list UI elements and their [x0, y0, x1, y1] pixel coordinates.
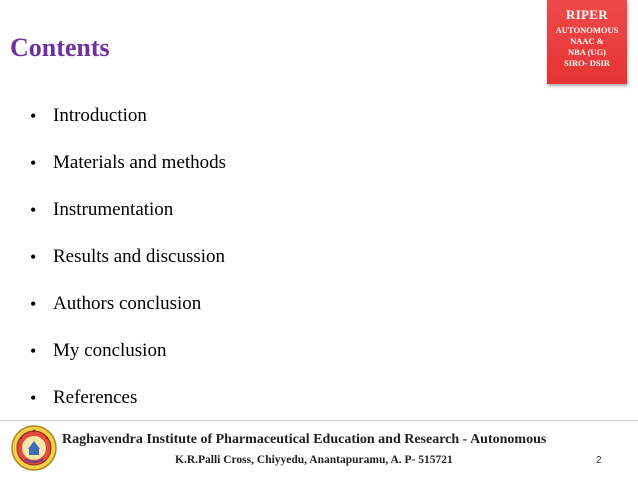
institute-seal-icon — [11, 425, 57, 471]
list-item-label: Materials and methods — [53, 152, 227, 173]
footer-divider — [0, 420, 638, 421]
bullet-icon: • — [30, 153, 37, 173]
list-item-label: My conclusion — [53, 340, 167, 361]
list-item-label: Introduction — [53, 105, 147, 126]
list-item-label: Authors conclusion — [53, 293, 202, 314]
slide-title: Contents — [10, 33, 110, 62]
badge-line: NBA (UG) — [567, 47, 606, 57]
bullet-icon: • — [30, 106, 37, 126]
list-item-label: Results and discussion — [53, 246, 226, 267]
badge-line: SIRO- DSIR — [563, 58, 611, 68]
page-number: 2 — [596, 455, 602, 466]
bullet-icon: • — [30, 341, 37, 361]
badge-lines — [547, 25, 627, 69]
badge-line: AUTONOMOUS — [555, 25, 619, 35]
bullet-icon: • — [30, 294, 37, 314]
list-item-label: References — [53, 387, 138, 408]
bullet-icon: • — [30, 200, 37, 220]
bullet-icon: • — [30, 247, 37, 267]
badge-line: NAAC & — [570, 36, 604, 46]
footer-address: K.R.Palli Cross, Chiyyedu, Anantapuramu, A. P- 515721 — [175, 454, 453, 466]
list-item-label: Instrumentation — [53, 199, 174, 220]
footer-institution-name: Raghavendra Institute of Pharmaceutical Education and Research - Autonomous — [62, 432, 547, 447]
institution-badge — [547, 0, 627, 84]
badge-name: RIPER — [566, 7, 608, 22]
bullet-icon: • — [30, 388, 37, 408]
